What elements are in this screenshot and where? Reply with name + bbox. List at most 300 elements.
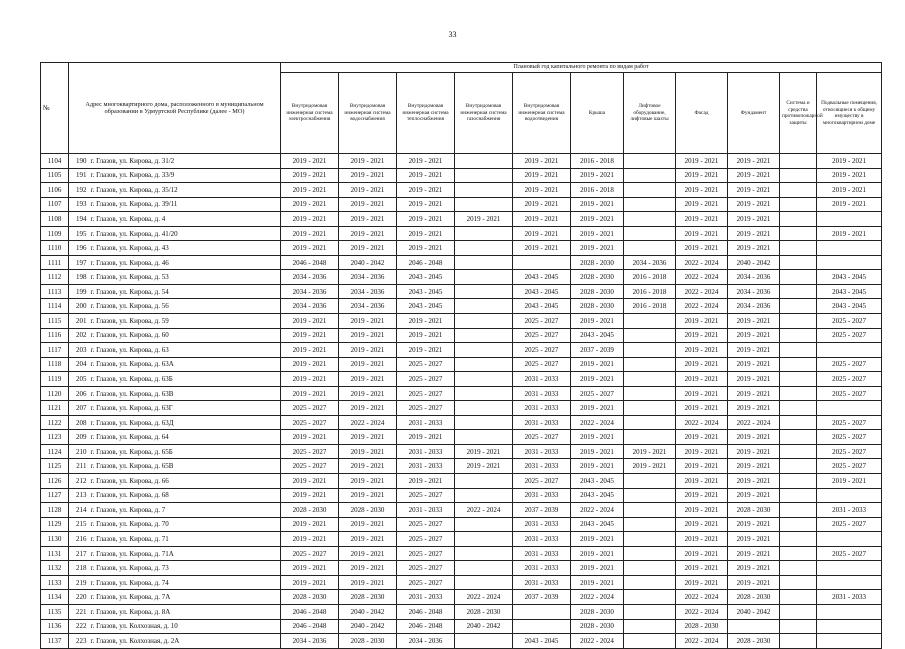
work-period-cell: [780, 634, 817, 649]
work-period-cell: 2019 - 2021: [513, 183, 571, 198]
work-period-cell: 2019 - 2021: [817, 474, 882, 489]
row-sub-number: 203: [69, 343, 89, 358]
row-number: 1136: [41, 619, 69, 634]
work-period-cell: [624, 357, 676, 372]
table-row: [41, 444, 882, 459]
work-period-cell: 2019 - 2021: [397, 197, 455, 212]
work-period-cell: 2022 - 2024: [455, 503, 513, 518]
work-period-cell: [455, 154, 513, 169]
work-period-cell: 2025 - 2027: [513, 430, 571, 445]
row-number: 1111: [41, 255, 69, 270]
table-row: [41, 284, 882, 299]
header-heating: Внутридомовая инженерная система теплоснабжения: [397, 73, 455, 154]
row-address: г. Глазов, ул. Кирова, д. 68: [89, 488, 281, 503]
work-period-cell: [780, 314, 817, 329]
work-period-cell: 2019 - 2021: [339, 474, 397, 489]
work-period-cell: 2019 - 2021: [571, 546, 624, 561]
work-period-cell: 2040 - 2042: [339, 604, 397, 619]
work-period-cell: 2019 - 2021: [281, 197, 339, 212]
row-number: 1130: [41, 532, 69, 547]
work-period-cell: [780, 590, 817, 605]
work-period-cell: 2040 - 2042: [728, 604, 780, 619]
table-row: [41, 619, 882, 634]
work-period-cell: 2031 - 2033: [397, 459, 455, 474]
row-sub-number: 209: [69, 430, 89, 445]
work-period-cell: 2019 - 2021: [728, 183, 780, 198]
work-period-cell: 2019 - 2021: [281, 430, 339, 445]
work-period-cell: 2022 - 2024: [571, 415, 624, 430]
work-period-cell: 2019 - 2021: [728, 226, 780, 241]
work-period-cell: 2019 - 2021: [571, 168, 624, 183]
row-address: г. Глазов, ул. Кирова, д. 60: [89, 328, 281, 343]
work-period-cell: 2019 - 2021: [728, 197, 780, 212]
work-period-cell: 2025 - 2027: [281, 444, 339, 459]
header-roof: Крыша: [571, 73, 624, 154]
row-number: 1126: [41, 474, 69, 489]
work-period-cell: 2019 - 2021: [676, 154, 728, 169]
work-period-cell: 2031 - 2033: [817, 590, 882, 605]
work-period-cell: 2025 - 2027: [817, 386, 882, 401]
work-period-cell: 2031 - 2033: [817, 503, 882, 518]
table-row: [41, 503, 882, 518]
row-number: 1108: [41, 212, 69, 227]
work-period-cell: 2019 - 2021: [455, 459, 513, 474]
work-period-cell: [728, 619, 780, 634]
work-period-cell: 2019 - 2021: [817, 226, 882, 241]
work-period-cell: 2028 - 2030: [571, 284, 624, 299]
work-period-cell: 2040 - 2042: [339, 619, 397, 634]
work-period-cell: 2019 - 2021: [571, 444, 624, 459]
work-period-cell: 2031 - 2033: [397, 444, 455, 459]
work-period-cell: 2034 - 2036: [281, 270, 339, 285]
work-period-cell: 2019 - 2021: [513, 226, 571, 241]
work-period-cell: 2019 - 2021: [817, 197, 882, 212]
work-period-cell: [624, 503, 676, 518]
row-address: г. Глазов, ул. Кирова, д. 35/12: [89, 183, 281, 198]
work-period-cell: 2025 - 2027: [397, 372, 455, 387]
work-period-cell: 2019 - 2021: [339, 517, 397, 532]
row-sub-number: 217: [69, 546, 89, 561]
work-period-cell: 2019 - 2021: [281, 328, 339, 343]
row-number: 1113: [41, 284, 69, 299]
row-number: 1127: [41, 488, 69, 503]
work-period-cell: 2019 - 2021: [339, 575, 397, 590]
work-period-cell: [780, 474, 817, 489]
header-facade: Фасад: [676, 73, 728, 154]
work-period-cell: 2043 - 2045: [571, 517, 624, 532]
work-period-cell: 2019 - 2021: [676, 328, 728, 343]
table-row: [41, 168, 882, 183]
row-sub-number: 223: [69, 634, 89, 649]
work-period-cell: 2022 - 2024: [676, 590, 728, 605]
work-period-cell: 2025 - 2027: [817, 415, 882, 430]
work-period-cell: [780, 299, 817, 314]
work-period-cell: 2019 - 2021: [728, 444, 780, 459]
work-period-cell: [455, 488, 513, 503]
work-period-cell: 2037 - 2039: [513, 590, 571, 605]
work-period-cell: [455, 575, 513, 590]
work-period-cell: 2019 - 2021: [281, 474, 339, 489]
work-period-cell: 2019 - 2021: [571, 372, 624, 387]
work-period-cell: 2019 - 2021: [676, 226, 728, 241]
work-period-cell: 2043 - 2045: [513, 270, 571, 285]
work-period-cell: 2025 - 2027: [513, 314, 571, 329]
work-period-cell: 2046 - 2048: [397, 255, 455, 270]
work-period-cell: [624, 314, 676, 329]
work-period-cell: [624, 546, 676, 561]
work-period-cell: 2022 - 2024: [676, 299, 728, 314]
header-gas: Внутридомовая инженерная система газоснабжения: [455, 73, 513, 154]
work-period-cell: 2022 - 2024: [676, 270, 728, 285]
work-period-cell: [817, 532, 882, 547]
row-address: г. Глазов, ул. Кирова, д. 56: [89, 299, 281, 314]
table-row: [41, 532, 882, 547]
work-period-cell: 2019 - 2021: [728, 372, 780, 387]
work-period-cell: 2019 - 2021: [281, 372, 339, 387]
work-period-cell: 2025 - 2027: [513, 474, 571, 489]
row-sub-number: 191: [69, 168, 89, 183]
work-period-cell: [455, 183, 513, 198]
work-period-cell: 2019 - 2021: [397, 328, 455, 343]
work-period-cell: 2031 - 2033: [397, 415, 455, 430]
row-address: г. Глазов, ул. Кирова, д. 63А: [89, 357, 281, 372]
work-period-cell: [513, 604, 571, 619]
work-period-cell: 2019 - 2021: [455, 444, 513, 459]
row-sub-number: 210: [69, 444, 89, 459]
table-row: [41, 226, 882, 241]
row-sub-number: 198: [69, 270, 89, 285]
row-address: г. Глазов, ул. Кирова, д. 65Б: [89, 444, 281, 459]
work-period-cell: 2043 - 2045: [513, 284, 571, 299]
work-period-cell: 2028 - 2030: [676, 619, 728, 634]
work-period-cell: 2034 - 2036: [397, 634, 455, 649]
table-body: [41, 154, 882, 649]
row-sub-number: 197: [69, 255, 89, 270]
work-period-cell: 2022 - 2024: [728, 415, 780, 430]
work-period-cell: 2019 - 2021: [281, 226, 339, 241]
work-period-cell: 2031 - 2033: [513, 517, 571, 532]
work-period-cell: 2019 - 2021: [281, 343, 339, 358]
work-period-cell: 2019 - 2021: [339, 314, 397, 329]
work-period-cell: 2028 - 2030: [571, 604, 624, 619]
work-period-cell: [780, 546, 817, 561]
row-sub-number: 205: [69, 372, 89, 387]
row-sub-number: 206: [69, 386, 89, 401]
work-period-cell: 2022 - 2024: [676, 284, 728, 299]
row-number: 1128: [41, 503, 69, 518]
work-period-cell: 2019 - 2021: [339, 226, 397, 241]
work-period-cell: 2019 - 2021: [728, 561, 780, 576]
header-basement: Подвальные помещения, относящиеся к общему имуществу в многоквартирном доме: [817, 73, 882, 154]
row-address: г. Глазов, ул. Кирова, д. 53: [89, 270, 281, 285]
work-period-cell: 2043 - 2045: [571, 328, 624, 343]
work-period-cell: 2019 - 2021: [571, 241, 624, 256]
table-row: [41, 270, 882, 285]
row-address: г. Глазов, ул. Кирова, д. 4: [89, 212, 281, 227]
work-period-cell: 2037 - 2039: [513, 503, 571, 518]
work-period-cell: [817, 634, 882, 649]
work-period-cell: [624, 517, 676, 532]
work-period-cell: 2019 - 2021: [728, 430, 780, 445]
work-period-cell: 2019 - 2021: [455, 212, 513, 227]
work-period-cell: [455, 430, 513, 445]
work-period-cell: [624, 430, 676, 445]
work-period-cell: [780, 328, 817, 343]
work-period-cell: [780, 459, 817, 474]
work-period-cell: [624, 590, 676, 605]
row-number: 1131: [41, 546, 69, 561]
work-period-cell: 2019 - 2021: [728, 546, 780, 561]
work-period-cell: 2025 - 2027: [513, 357, 571, 372]
work-period-cell: 2034 - 2036: [339, 299, 397, 314]
work-period-cell: 2019 - 2021: [397, 154, 455, 169]
work-period-cell: 2046 - 2048: [281, 619, 339, 634]
work-period-cell: 2019 - 2021: [571, 226, 624, 241]
work-period-cell: 2034 - 2036: [728, 284, 780, 299]
work-period-cell: 2019 - 2021: [281, 241, 339, 256]
work-period-cell: 2022 - 2024: [676, 415, 728, 430]
row-number: 1137: [41, 634, 69, 649]
row-sub-number: 208: [69, 415, 89, 430]
work-period-cell: 2016 - 2018: [571, 154, 624, 169]
row-sub-number: 192: [69, 183, 89, 198]
work-period-cell: 2019 - 2021: [728, 314, 780, 329]
work-period-cell: 2019 - 2021: [281, 386, 339, 401]
work-period-cell: 2019 - 2021: [728, 328, 780, 343]
work-period-cell: 2019 - 2021: [397, 314, 455, 329]
work-period-cell: [780, 561, 817, 576]
work-period-cell: [455, 517, 513, 532]
work-period-cell: 2046 - 2048: [281, 255, 339, 270]
work-period-cell: [817, 561, 882, 576]
work-period-cell: [624, 154, 676, 169]
row-number: 1116: [41, 328, 69, 343]
work-period-cell: 2019 - 2021: [728, 488, 780, 503]
row-sub-number: 214: [69, 503, 89, 518]
work-period-cell: [455, 299, 513, 314]
row-address: г. Глазов, ул. Кирова, д. 73: [89, 561, 281, 576]
work-period-cell: [455, 270, 513, 285]
work-period-cell: 2025 - 2027: [817, 517, 882, 532]
table-row: [41, 474, 882, 489]
work-period-cell: 2019 - 2021: [817, 154, 882, 169]
work-period-cell: 2019 - 2021: [728, 241, 780, 256]
work-period-cell: 2019 - 2021: [571, 575, 624, 590]
work-period-cell: 2019 - 2021: [513, 154, 571, 169]
work-period-cell: 2019 - 2021: [281, 154, 339, 169]
work-period-cell: 2034 - 2036: [728, 270, 780, 285]
table-row: [41, 517, 882, 532]
work-period-cell: [455, 226, 513, 241]
header-foundation: Фундамент: [728, 73, 780, 154]
row-sub-number: 222: [69, 619, 89, 634]
work-period-cell: [780, 241, 817, 256]
work-period-cell: 2019 - 2021: [339, 372, 397, 387]
work-period-cell: 2019 - 2021: [339, 386, 397, 401]
work-period-cell: 2022 - 2024: [571, 590, 624, 605]
work-period-cell: [455, 241, 513, 256]
work-period-cell: 2019 - 2021: [728, 459, 780, 474]
work-period-cell: 2019 - 2021: [817, 168, 882, 183]
row-sub-number: 199: [69, 284, 89, 299]
row-sub-number: 219: [69, 575, 89, 590]
row-number: 1125: [41, 459, 69, 474]
table-row: [41, 183, 882, 198]
row-sub-number: 213: [69, 488, 89, 503]
row-address: г. Глазов, ул. Кирова, д. 63Д: [89, 415, 281, 430]
work-period-cell: 2019 - 2021: [339, 343, 397, 358]
work-period-cell: 2019 - 2021: [676, 546, 728, 561]
work-period-cell: 2019 - 2021: [728, 343, 780, 358]
work-period-cell: [817, 255, 882, 270]
work-period-cell: 2028 - 2030: [728, 634, 780, 649]
work-period-cell: [455, 532, 513, 547]
work-period-cell: 2025 - 2027: [281, 401, 339, 416]
row-number: 1110: [41, 241, 69, 256]
work-period-cell: 2043 - 2045: [397, 299, 455, 314]
table-row: [41, 328, 882, 343]
work-period-cell: 2019 - 2021: [571, 532, 624, 547]
work-period-cell: [780, 444, 817, 459]
work-period-cell: 2025 - 2027: [397, 561, 455, 576]
work-period-cell: 2040 - 2042: [455, 619, 513, 634]
work-period-cell: 2019 - 2021: [571, 401, 624, 416]
work-period-cell: 2034 - 2036: [281, 299, 339, 314]
work-period-cell: [780, 343, 817, 358]
work-period-cell: 2025 - 2027: [397, 386, 455, 401]
table-row: [41, 546, 882, 561]
row-sub-number: 211: [69, 459, 89, 474]
header-no: №: [41, 63, 69, 154]
work-period-cell: 2043 - 2045: [513, 299, 571, 314]
work-period-cell: 2019 - 2021: [676, 444, 728, 459]
work-period-cell: 2019 - 2021: [397, 241, 455, 256]
work-period-cell: 2028 - 2030: [571, 270, 624, 285]
table-row: [41, 357, 882, 372]
work-period-cell: 2019 - 2021: [513, 197, 571, 212]
row-address: г. Глазов, ул. Кирова, д. 65В: [89, 459, 281, 474]
work-period-cell: [455, 255, 513, 270]
row-address: г. Глазов, ул. Кирова, д. 66: [89, 474, 281, 489]
work-period-cell: 2043 - 2045: [817, 270, 882, 285]
work-period-cell: [624, 634, 676, 649]
work-period-cell: 2025 - 2027: [817, 430, 882, 445]
work-period-cell: [455, 197, 513, 212]
work-period-cell: 2019 - 2021: [281, 488, 339, 503]
work-period-cell: 2031 - 2033: [513, 575, 571, 590]
work-period-cell: 2019 - 2021: [513, 168, 571, 183]
row-address: г. Глазов, ул. Кирова, д. 54: [89, 284, 281, 299]
work-period-cell: [624, 372, 676, 387]
row-address: г. Глазов, ул. Кирова, д. 46: [89, 255, 281, 270]
work-period-cell: 2028 - 2030: [339, 590, 397, 605]
row-address: г. Глазов, ул. Кирова, д. 41/20: [89, 226, 281, 241]
work-period-cell: 2031 - 2033: [397, 503, 455, 518]
row-number: 1114: [41, 299, 69, 314]
work-period-cell: 2019 - 2021: [676, 183, 728, 198]
work-period-cell: 2031 - 2033: [513, 488, 571, 503]
work-period-cell: 2025 - 2027: [571, 386, 624, 401]
work-period-cell: [780, 415, 817, 430]
work-period-cell: [624, 401, 676, 416]
row-number: 1119: [41, 372, 69, 387]
work-period-cell: [780, 488, 817, 503]
row-sub-number: 207: [69, 401, 89, 416]
table-row: [41, 604, 882, 619]
row-sub-number: 193: [69, 197, 89, 212]
row-address: г. Глазов, ул. Кирова, д. 31/2: [89, 154, 281, 169]
work-period-cell: 2031 - 2033: [397, 590, 455, 605]
work-period-cell: 2019 - 2021: [728, 386, 780, 401]
work-period-cell: [455, 314, 513, 329]
row-sub-number: 194: [69, 212, 89, 227]
work-period-cell: 2022 - 2024: [676, 255, 728, 270]
table-row: [41, 372, 882, 387]
work-period-cell: [624, 328, 676, 343]
work-period-cell: 2019 - 2021: [676, 401, 728, 416]
work-period-cell: [624, 575, 676, 590]
row-number: 1107: [41, 197, 69, 212]
work-period-cell: [624, 212, 676, 227]
work-period-cell: [624, 488, 676, 503]
work-period-cell: 2019 - 2021: [676, 532, 728, 547]
row-address: г. Глазов, ул. Кирова, д. 33/9: [89, 168, 281, 183]
work-period-cell: [817, 604, 882, 619]
work-period-cell: 2025 - 2027: [397, 401, 455, 416]
work-period-cell: 2019 - 2021: [339, 154, 397, 169]
work-period-cell: 2019 - 2021: [728, 401, 780, 416]
work-period-cell: [513, 619, 571, 634]
work-period-cell: [780, 255, 817, 270]
row-sub-number: 195: [69, 226, 89, 241]
row-address: г. Глазов, ул. Кирова, д. 63: [89, 343, 281, 358]
work-period-cell: 2037 - 2039: [571, 343, 624, 358]
work-period-cell: 2019 - 2021: [281, 212, 339, 227]
work-period-cell: 2019 - 2021: [339, 212, 397, 227]
work-period-cell: 2019 - 2021: [339, 241, 397, 256]
row-sub-number: 221: [69, 604, 89, 619]
work-period-cell: 2019 - 2021: [571, 314, 624, 329]
work-period-cell: 2019 - 2021: [339, 532, 397, 547]
header-water-supply: Внутридомовая инженерная система водоснабжения: [339, 73, 397, 154]
work-period-cell: 2034 - 2036: [339, 284, 397, 299]
table-row: [41, 241, 882, 256]
work-period-cell: 2019 - 2021: [676, 168, 728, 183]
work-period-cell: 2028 - 2030: [571, 255, 624, 270]
row-number: 1112: [41, 270, 69, 285]
work-period-cell: [455, 386, 513, 401]
work-period-cell: 2019 - 2021: [339, 430, 397, 445]
page-number: 33: [448, 30, 457, 39]
work-period-cell: 2046 - 2048: [397, 619, 455, 634]
work-period-cell: [455, 401, 513, 416]
row-address: г. Глазов, ул. Кирова, д. 59: [89, 314, 281, 329]
work-period-cell: 2019 - 2021: [571, 357, 624, 372]
work-period-cell: 2025 - 2027: [397, 517, 455, 532]
work-period-cell: 2016 - 2018: [624, 284, 676, 299]
work-period-cell: [624, 241, 676, 256]
work-period-cell: 2019 - 2021: [624, 444, 676, 459]
work-period-cell: [455, 168, 513, 183]
row-number: 1117: [41, 343, 69, 358]
work-period-cell: [624, 197, 676, 212]
header-address: Адрес многоквартирного дома, расположенного в муниципальном образовании в Удмуртской Республике (далее - МО): [69, 63, 281, 154]
work-period-cell: 2031 - 2033: [513, 386, 571, 401]
row-address: г. Глазов, ул. Кирова, д. 39/11: [89, 197, 281, 212]
work-period-cell: 2031 - 2033: [513, 444, 571, 459]
work-period-cell: 2019 - 2021: [728, 212, 780, 227]
row-number: 1122: [41, 415, 69, 430]
